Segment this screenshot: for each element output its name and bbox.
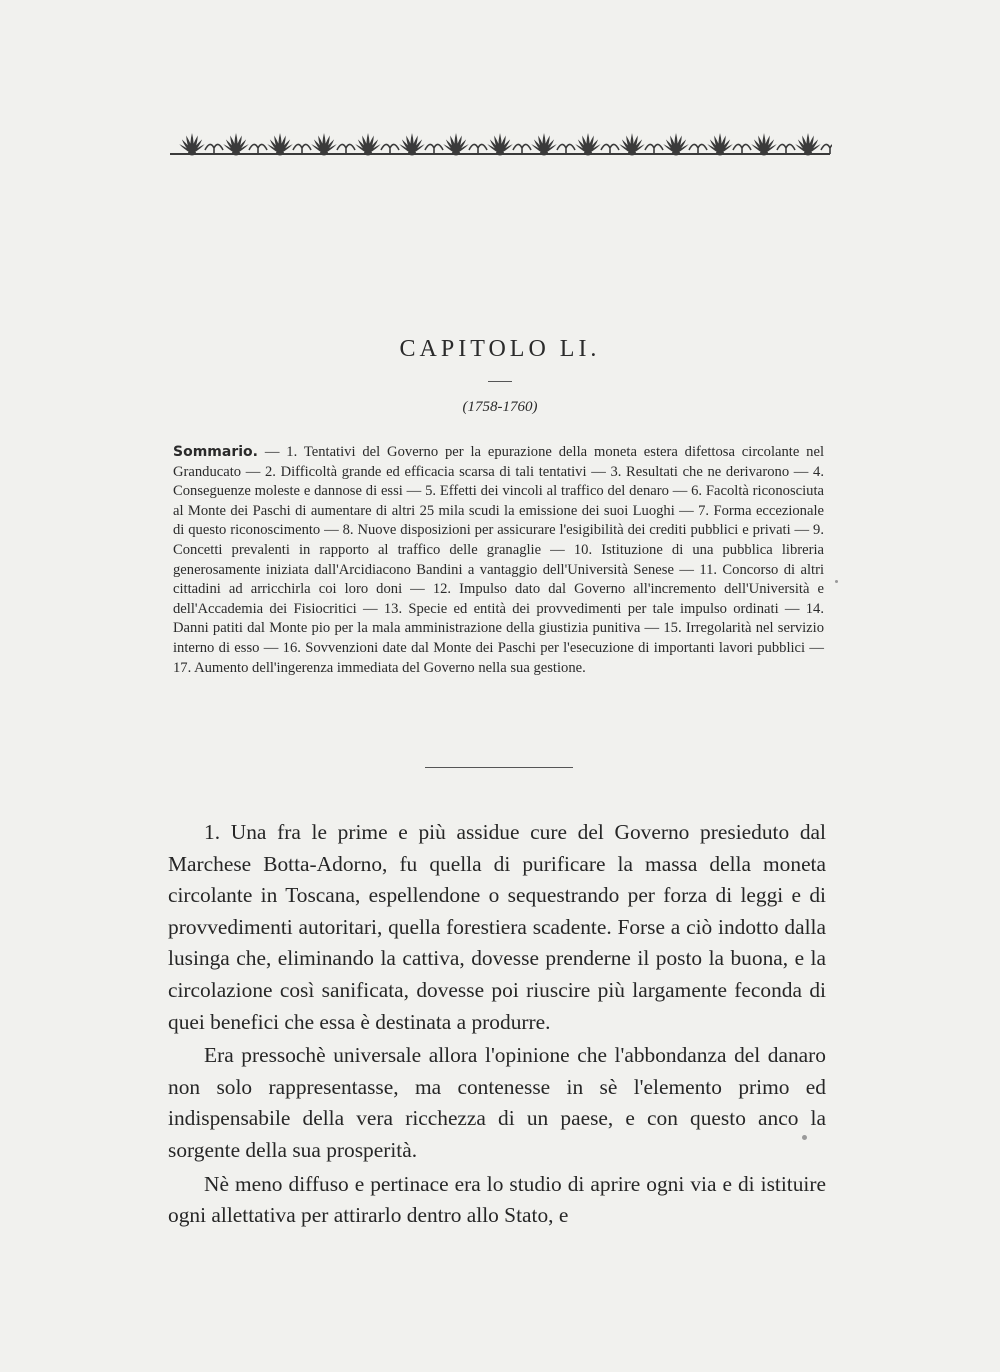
paper-speck xyxy=(802,1135,807,1140)
paragraph: 1. Una fra le prime e più assidue cure del Governo presieduto dal Marchese Botta-Adorno, fu quella di purificare la massa della moneta circolante in Toscana, espellendone o sequestrando per forza di leggi e di provvedimenti autoritari, quella forestiera scadente. Forse a ciò indotto dalla lusinga che, eliminando la cattiva, dovesse prenderne il posto la buona, e la circolazione così sanificata, dovesse poi riuscire più largamente feconda di quei benefici che essa è destinata a produrre. xyxy=(168,820,826,1034)
paragraph: Nè meno diffuso e pertinace era lo studio di aprire ogni via e di istituire ogni allettativa per attirarlo dentro allo Stato, e xyxy=(168,1171,826,1228)
scroll-icon xyxy=(381,144,399,154)
palmette-icon xyxy=(179,133,204,156)
palmette-icon xyxy=(751,133,776,156)
paper-speck xyxy=(835,580,838,583)
palmette-icon xyxy=(619,133,644,156)
palmette-icon xyxy=(795,133,820,156)
palmette-icon xyxy=(487,133,512,156)
title-rule xyxy=(488,381,512,382)
summary-text: — 1. Tentativi del Governo per la epurazione della moneta estera difettosa circolante nel Granducato — 2. Difficoltà grande ed efficacia scarsa di tali tentativi — 3. Resultati che ne derivarono — 4. Conseguenze moleste e dannose di essi — 5. Effetti dei vincoli al traffico del denaro — 6. Facoltà riconosciuta al Monte dei Paschi di aumentare di altri 25 mila scudi la emissione dei suoi Luoghi — 7. Forma eccezionale di questo riconoscimento — 8. Nuove disposizioni per assicurare l'esigibilità dei crediti pubblici e privati — 9. Concetti prevalenti in rapporto al traffico delle granaglie — 10. Istituzione di una pubblica libreria generosamente iniziata dall'Arcidiacono Bandini a vantaggio dell'Università Senese — 11. Concorso di altri cittadini ad arricchirla coi loro doni — 12. Impulso dato dal Governo all'incremento dell'Università e dell'Accademia dei Fisiocritici — 13. Specie ed entità dei provvedimenti per tale impulso ordinati — 14. Danni patiti dal Monte pio per la mala amministrazione della giustizia punitiva — 15. Irregolarità nel servizio interno di esso — 16. Sovvenzioni date dal Monte dei Paschi per l'esecuzione di importanti lavori pubblici — 17. Aumento dell'ingerenza immediata del Governo nella sua gestione. xyxy=(173,444,825,676)
palmette-icon xyxy=(575,133,600,156)
palmette-icon xyxy=(707,133,732,156)
chapter-summary xyxy=(173,443,824,678)
scroll-icon xyxy=(733,144,751,154)
scroll-icon xyxy=(513,144,531,154)
paragraph: Era pressochè universale allora l'opinione che l'abbondanza del danaro non solo rappresentasse, ma contenesse in sè l'elemento primo ed indispensabile della vera ricchezza di un paese, e con questo anco la sorgente della sua prosperità. xyxy=(168,1043,826,1162)
palmette-frieze-icon xyxy=(168,120,832,162)
body-text xyxy=(168,817,826,1232)
palmette-icon xyxy=(267,133,292,156)
scroll-icon xyxy=(645,144,663,154)
scroll-icon xyxy=(293,144,311,154)
chapter-title: CAPITOLO LI. xyxy=(399,336,601,362)
scroll-icon xyxy=(337,144,355,154)
chapter-dates: (1758-1760) xyxy=(462,399,538,415)
summary-label: Sommario. xyxy=(173,444,258,460)
scroll-icon xyxy=(249,144,267,154)
scroll-icon xyxy=(205,144,223,154)
scroll-icon xyxy=(601,144,619,154)
palmette-icon xyxy=(663,133,688,156)
scroll-icon xyxy=(469,144,487,154)
scroll-icon xyxy=(425,144,443,154)
palmette-icon xyxy=(399,133,424,156)
scroll-icon xyxy=(777,144,795,154)
scroll-icon xyxy=(689,144,707,154)
palmette-icon xyxy=(223,133,248,156)
scroll-icon xyxy=(557,144,575,154)
scroll-icon xyxy=(821,144,832,154)
palmette-icon xyxy=(355,133,380,156)
palmette-icon xyxy=(311,133,336,156)
palmette-icon xyxy=(443,133,468,156)
section-separator xyxy=(425,767,573,768)
palmette-icon xyxy=(531,133,556,156)
